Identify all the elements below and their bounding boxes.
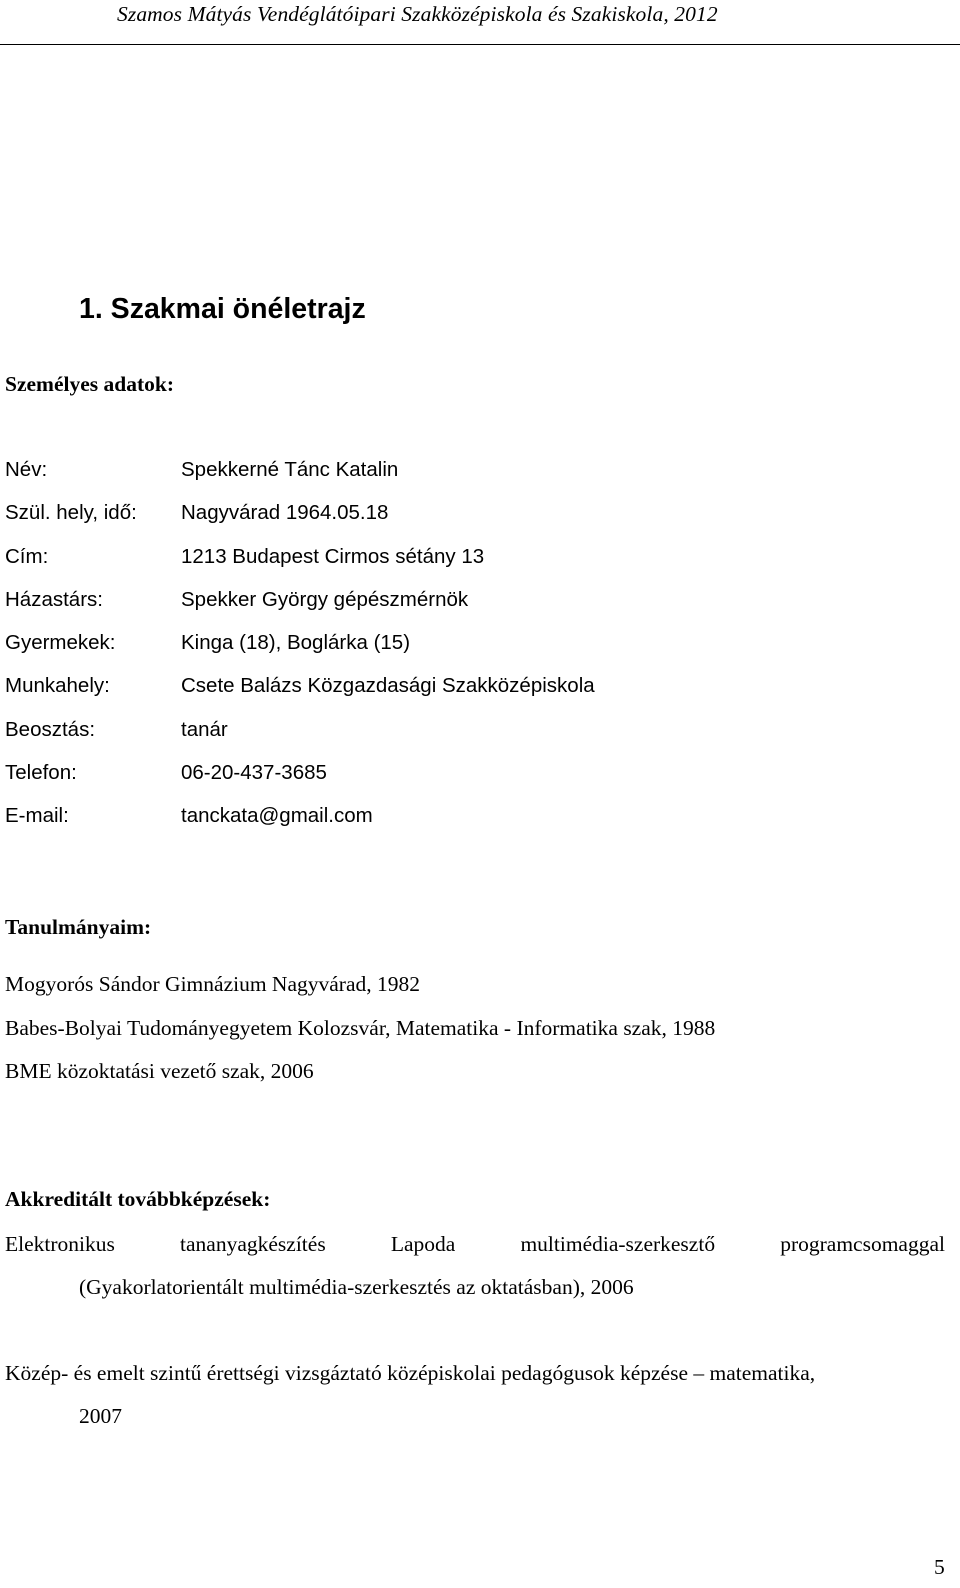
label-phone: Telefon: [5, 761, 77, 784]
label-address: Cím: [5, 545, 49, 568]
value-name: Spekkerné Tánc Katalin [181, 458, 399, 481]
header-text: Szamos Mátyás Vendéglátóipari Szakközépiskola és Szakiskola, 2012 [117, 2, 718, 26]
page-title: 1. Szakmai önéletrajz [79, 293, 366, 325]
value-workplace: Csete Balázs Közgazdasági Szakközépiskola [181, 674, 595, 697]
personal-data-heading: Személyes adatok: [5, 372, 174, 396]
value-position: tanár [181, 718, 228, 741]
training-item-line: (Gyakorlatorientált multimédia-szerkesztés az oktatásban), 2006 [79, 1275, 634, 1299]
value-email: tanckata@gmail.com [181, 804, 373, 827]
value-phone: 06-20-437-3685 [181, 761, 327, 784]
page-header [0, 0, 960, 45]
label-children: Gyermekek: [5, 631, 116, 654]
study-item: Babes-Bolyai Tudományegyetem Kolozsvár, Matematika - Informatika szak, 1988 [5, 1016, 716, 1040]
label-email: E-mail: [5, 804, 69, 827]
label-birth: Szül. hely, idő: [5, 501, 137, 524]
study-item: Mogyorós Sándor Gimnázium Nagyvárad, 1982 [5, 972, 420, 996]
label-spouse: Házastárs: [5, 588, 103, 611]
studies-heading: Tanulmányaim: [5, 915, 152, 939]
label-position: Beosztás: [5, 718, 96, 741]
value-children: Kinga (18), Boglárka (15) [181, 631, 411, 654]
study-item: BME közoktatási vezető szak, 2006 [5, 1059, 314, 1083]
value-birth: Nagyvárad 1964.05.18 [181, 501, 389, 524]
training-item-line: 2007 [79, 1404, 122, 1428]
training-item-line: Közép- és emelt szintű érettségi vizsgáztató középiskolai pedagógusok képzése – matematika, [5, 1361, 816, 1385]
value-address: 1213 Budapest Cirmos sétány 13 [181, 545, 485, 568]
label-workplace: Munkahely: [5, 674, 110, 697]
label-name: Név: [5, 458, 48, 481]
page-number: 5 [934, 1555, 945, 1579]
training-item-line: Elektronikus tananyagkészítés Lapoda multimédia-szerkesztő programcsomaggal [5, 1232, 945, 1256]
value-spouse: Spekker György gépészmérnök [181, 588, 469, 611]
trainings-heading: Akkreditált továbbképzések: [5, 1187, 271, 1211]
